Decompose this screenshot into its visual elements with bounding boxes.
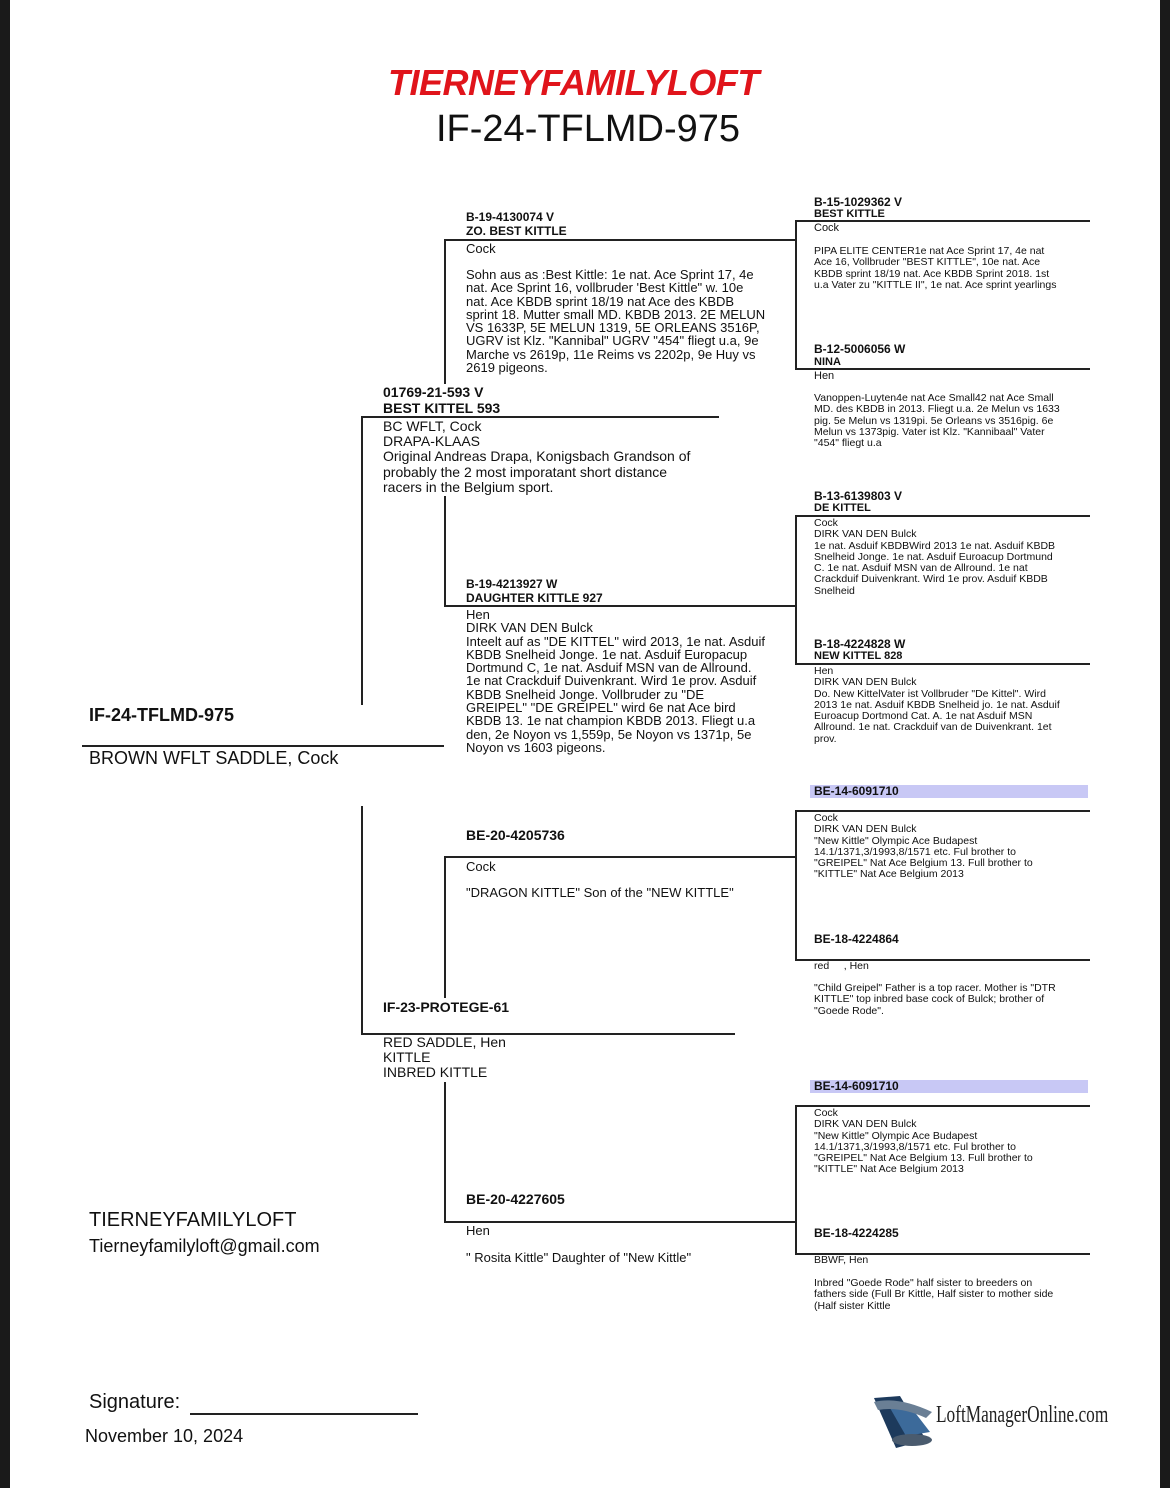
dam-info: RED SADDLE, Hen KITTLE INBRED KITTLE xyxy=(383,1034,506,1081)
ssd-name: NINA xyxy=(814,356,841,368)
ss-sex: Cock xyxy=(466,241,496,256)
logo-text: LoftManagerOnline.com xyxy=(936,1402,1109,1428)
dss-bracket xyxy=(795,811,797,961)
sss-bracket xyxy=(795,220,797,370)
sds-bracket xyxy=(795,515,797,665)
sdd-line xyxy=(795,663,1090,665)
ss-bracket xyxy=(444,240,446,384)
sss-name: BEST KITTLE xyxy=(814,208,885,220)
sd-info: Hen DIRK VAN DEN Bulck Inteelt auf as "DE KITTEL" wird 2013, 1e nat. Asduif KBDB Snelheid Jonge. 1e nat. Asduif Europacup Dortmund C, 1e nat. Asduif MSN van de Allround. 1e nat Crackduif Duivenkrant. Wird 1e prov. Asduif KBDB Snelheid Jonge. Vollbruder zu "DE GREIPEL" "DE GREIPEL" wird 6e nat Ace bird KBDB 13. 1e nat champion KBDB 2013. Fliegt u.a den, 2e Noyon vs 1,559p, 5e Noyon vs 1371p, 5e Noyon vs 1603 pigeons. xyxy=(466,607,765,755)
dd-sex: Hen xyxy=(466,1223,490,1238)
dss-line xyxy=(795,810,1090,812)
signature-line[interactable] xyxy=(190,1413,418,1415)
ds-sex: Cock xyxy=(466,859,496,874)
dd-bracket xyxy=(444,1082,446,1222)
dds-bracket xyxy=(795,1106,797,1254)
sd-line xyxy=(444,605,796,607)
sire-info: BC WFLT, Cock DRAPA-KLAAS Original Andreas Drapa, Konigsbach Grandson of probably the 2 most imporatant short distance racers in the Belgium sport. xyxy=(383,418,691,495)
sds-info: Cock DIRK VAN DEN Bulck 1e nat. Asduif KBDBWird 2013 1e nat. Asduif KBDB Snelheid Jonge. 1e nat. Asduif Euroacup Dortmund C. 1e nat. Asduif MSN van de Allround. 1e nat Crackduif Duivenkrant. Wird 1e prov. Asduif KBDB Snelheid xyxy=(814,517,1056,597)
sire-name: BEST KITTEL 593 xyxy=(383,400,501,416)
sss-ring: B-15-1029362 V xyxy=(814,195,903,209)
dds-line xyxy=(795,1105,1090,1107)
footer-email[interactable]: Tierneyfamilyloft@gmail.com xyxy=(89,1236,320,1256)
sdd-name: NEW KITTEL 828 xyxy=(814,650,903,662)
sss-line xyxy=(795,220,1090,222)
ssd-line xyxy=(795,368,1090,370)
dam-bracket xyxy=(361,806,363,1035)
subject-line xyxy=(82,745,444,747)
dss-ring: BE-14-6091710 xyxy=(814,784,899,798)
ds-line xyxy=(444,856,796,858)
sd-name: DAUGHTER KITTLE 927 xyxy=(466,591,603,605)
dds-info: Cock DIRK VAN DEN Bulck "New Kittle" Olympic Ace Budapest 14.1/1371,3/1993,8/1571 etc. Ful brother to "GREIPEL" Nat Ace Belgium 13. Full brother to "KITTLE" Nat Ace Belgium 2013 xyxy=(814,1107,1033,1176)
sss-sex: Cock xyxy=(814,222,840,234)
dd-line xyxy=(444,1221,796,1223)
subject-ring: IF-24-TFLMD-975 xyxy=(89,705,235,725)
footer-loft: TIERNEYFAMILYLOFT xyxy=(89,1209,297,1231)
print-date: November 10, 2024 xyxy=(85,1426,244,1446)
dds-ring: BE-14-6091710 xyxy=(814,1079,899,1093)
sd-ring: B-19-4213927 W xyxy=(466,577,558,591)
ddd-sex: BBWF, Hen xyxy=(814,1254,869,1266)
signature-label: Signature: xyxy=(89,1391,181,1413)
ddd-ring: BE-18-4224285 xyxy=(814,1226,899,1240)
subject-desc: BROWN WFLT SADDLE, Cock xyxy=(89,748,339,768)
ss-name: ZO. BEST KITTLE xyxy=(466,224,567,238)
loft-title: TIERNEYFAMILYLOFT xyxy=(388,62,759,103)
ssd-info: Vanoppen-Luyten4e nat Ace Small42 nat Ace Small MD. des KBDB in 2013. Fliegt u.a. 2e Melun vs 1633 pig. 5e Melun vs 1319pi. 5e Orleans vs 3516pig. 6e Melun vs 1373pig. Vater ist Klz. "Kannibaal" Vater "454" fliegt u.a xyxy=(814,392,1060,450)
sss-info: PIPA ELITE CENTER1e nat Ace Sprint 17, 4e nat Ace 16, Vollbruder "BEST KITTLE", 10e nat. Ace KBDB sprint 18/19 nat. Ace KBDB Sprint 2018. 1st u.a Vater zu "KITTLE II", 1e nat. Ace sprint yearlings xyxy=(814,245,1057,291)
loftmanager-logo xyxy=(870,1392,1109,1454)
dam-ring: IF-23-PROTEGE-61 xyxy=(383,999,510,1015)
sd-bracket xyxy=(444,496,446,606)
sds-line xyxy=(795,515,1090,517)
ss-line xyxy=(444,239,796,241)
ss-info: Sohn aus as :Best Kittle: 1e nat. Ace Sprint 17, 4e nat. Ace Sprint 16, vollbruder 'Best Kittle" w. 10e nat. Ace KBDB sprint 18/19 nat Ace des KBDB sprint 18. Mutter small MD. KBDB 2013. 2E MELUN VS 1633P, 5E MELUN 1319, 5E ORLEANS 3516P, UGRV ist Klz. "Kannibal" UGRV "454" fliegt u.a, 9e Marche vs 2619p, 11e Reims vs 2202p, 9e Huy vs 2619 pigeons. xyxy=(466,267,766,376)
ds-info: "DRAGON KITTLE" Son of the "NEW KITTLE" xyxy=(466,885,734,900)
dss-info: Cock DIRK VAN DEN Bulck "New Kittle" Olympic Ace Budapest 14.1/1371,3/1993,8/1571 etc. Ful brother to "GREIPEL" Nat Ace Belgium 13. Full brother to "KITTLE" Nat Ace Belgium 2013 xyxy=(814,812,1033,881)
ddd-info: Inbred "Goede Rode" half sister to breeders on fathers side (Full Br Kittle, Half sister to mother side (Half sister Kittle xyxy=(814,1277,1054,1312)
sds-name: DE KITTEL xyxy=(814,502,871,514)
ssd-sex: Hen xyxy=(814,370,835,382)
sds-ring: B-13-6139803 V xyxy=(814,489,903,503)
sire-ring: 01769-21-593 V xyxy=(383,384,484,400)
dsd-ring: BE-18-4224864 xyxy=(814,932,899,946)
ss-ring: B-19-4130074 V xyxy=(466,210,555,224)
dsd-sex: red , Hen xyxy=(814,960,869,972)
dd-info: " Rosita Kittle" Daughter of "New Kittle" xyxy=(466,1250,692,1265)
ssd-ring: B-12-5006056 W xyxy=(814,342,906,356)
ds-ring: BE-20-4205736 xyxy=(466,827,565,843)
dd-ring: BE-20-4227605 xyxy=(466,1191,565,1207)
sire-bracket xyxy=(361,417,363,705)
sdd-info: Hen DIRK VAN DEN Bulck Do. New KittelVater ist Vollbruder "De Kittel". Wird 2013 1e nat. Asduif KBDB Snelheid jo. 1e nat. Asduif Euroacup Dortmond Cat. A. 1e nat Asduif MSN Allround. 1e nat. Crackduif van de Duivenkrant. 1et prov. xyxy=(814,665,1060,745)
pedigree-ring-title: IF-24-TFLMD-975 xyxy=(436,108,741,150)
ds-bracket xyxy=(444,856,446,998)
sdd-ring: B-18-4224828 W xyxy=(814,637,906,651)
dsd-info: "Child Greipel" Father is a top racer. Mother is "DTR KITTLE" top inbred base cock of Bulck; brother of "Goede Rode". xyxy=(814,982,1056,1017)
